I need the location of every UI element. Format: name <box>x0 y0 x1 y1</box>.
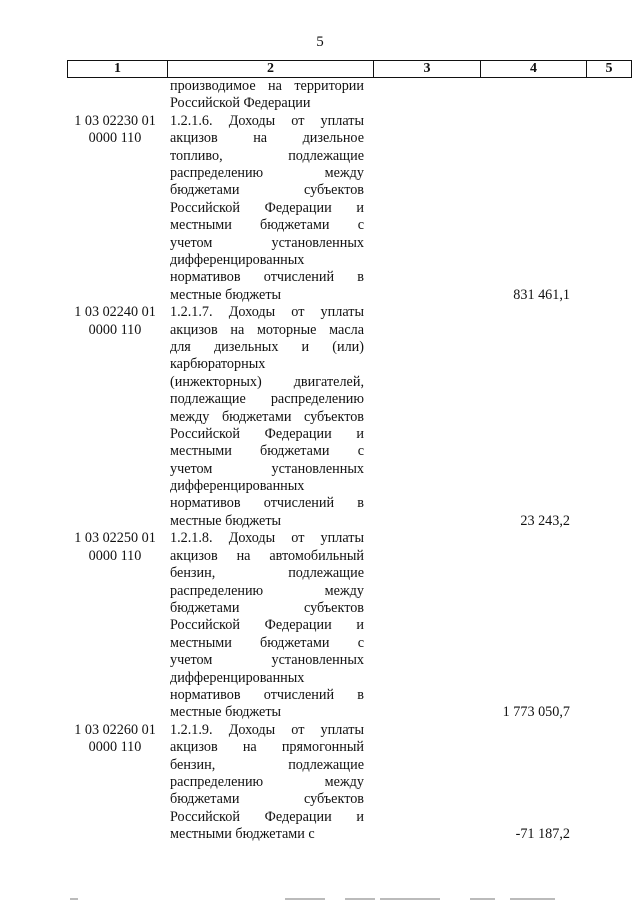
description-line: акцизов на дизельное <box>170 130 364 147</box>
budget-code-line: 0000 110 <box>88 130 142 147</box>
budget-code-line: 0000 110 <box>88 321 142 338</box>
description-line: местными бюджетами с <box>170 217 364 234</box>
description-line: Российской Федерации <box>170 95 311 112</box>
description-line: бюджетами субъектов <box>170 182 364 199</box>
description-line: Российской Федерации и <box>170 199 364 216</box>
description-line: 1.2.1.7. Доходы от уплаты <box>170 304 364 321</box>
description-line: Российской Федерации и <box>170 425 364 442</box>
description-line: местные бюджеты <box>170 704 282 721</box>
description-line: (инжекторных) двигателей, <box>170 373 364 390</box>
description-line: для дизельных и (или) <box>170 338 364 355</box>
table-header <box>67 60 632 78</box>
page-number: 5 <box>316 34 324 50</box>
description-line: дифференцированных <box>170 251 305 268</box>
row-description <box>170 530 364 721</box>
description-line: топливо, подлежащие <box>170 147 364 164</box>
description-line: местными бюджетами с <box>170 826 315 843</box>
description-line: местными бюджетами с <box>170 634 364 651</box>
scan-artifacts <box>70 896 570 902</box>
description-line: нормативов отчислений в <box>170 495 364 512</box>
description-line: распределению между <box>170 164 364 181</box>
description-line: дифференцированных <box>170 478 305 495</box>
row-description <box>170 304 364 530</box>
header-col-2: 2 <box>168 61 374 77</box>
description-line: акцизов на автомобильный <box>170 547 364 564</box>
description-line: бензин, подлежащие <box>170 756 364 773</box>
description-line: Российской Федерации и <box>170 808 364 825</box>
amount-value: 831 461,1 <box>513 286 570 303</box>
budget-code <box>68 530 162 565</box>
budget-code <box>68 113 162 148</box>
description-line: 1.2.1.9. Доходы от уплаты <box>170 721 364 738</box>
budget-code-line: 1 03 02260 01 <box>74 721 156 738</box>
description-line: дифференцированных <box>170 669 305 686</box>
description-line: распределению между <box>170 773 364 790</box>
budget-code-line: 1 03 02250 01 <box>74 530 156 547</box>
description-line: бюджетами субъектов <box>170 791 364 808</box>
description-line: распределению между <box>170 582 364 599</box>
header-col-4: 4 <box>481 61 587 77</box>
description-line: местными бюджетами с <box>170 443 364 460</box>
description-line: учетом установленных <box>170 234 364 251</box>
description-line: между бюджетами субъектов <box>170 408 364 425</box>
description-line: бензин, подлежащие <box>170 565 364 582</box>
description-line: бюджетами субъектов <box>170 599 364 616</box>
description-line: местные бюджеты <box>170 286 282 303</box>
description-line: Российской Федерации и <box>170 617 364 634</box>
amount-value: 1 773 050,7 <box>502 704 570 721</box>
description-line: 1.2.1.6. Доходы от уплаты <box>170 112 364 129</box>
budget-code <box>68 722 162 757</box>
row-description <box>170 113 364 304</box>
budget-code-line: 1 03 02240 01 <box>74 304 156 321</box>
row-description <box>170 722 364 844</box>
budget-code <box>68 304 162 339</box>
budget-code-line: 0000 110 <box>88 739 142 756</box>
budget-code-line: 0000 110 <box>88 547 142 564</box>
amount-value: 23 243,2 <box>520 513 570 529</box>
description-line: карбюраторных <box>170 356 266 373</box>
description-line: учетом установленных <box>170 460 364 477</box>
header-col-3: 3 <box>374 61 481 77</box>
header-col-5: 5 <box>605 61 613 76</box>
description-line: производимое на территории <box>170 78 364 94</box>
budget-code-line: 1 03 02230 01 <box>74 112 156 129</box>
header-col-1: 1 <box>68 61 168 77</box>
description-line: подлежащие распределению <box>170 391 364 408</box>
description-line: 1.2.1.8. Доходы от уплаты <box>170 530 364 547</box>
amount-value: -71 187,2 <box>515 826 570 843</box>
description-line: акцизов на моторные масла <box>170 321 364 338</box>
carryover-description <box>170 78 364 113</box>
description-line: нормативов отчислений в <box>170 269 364 286</box>
description-line: нормативов отчислений в <box>170 686 364 703</box>
description-line: местные бюджеты <box>170 512 282 529</box>
description-line: акцизов на прямогонный <box>170 739 364 756</box>
description-line: учетом установленных <box>170 652 364 669</box>
